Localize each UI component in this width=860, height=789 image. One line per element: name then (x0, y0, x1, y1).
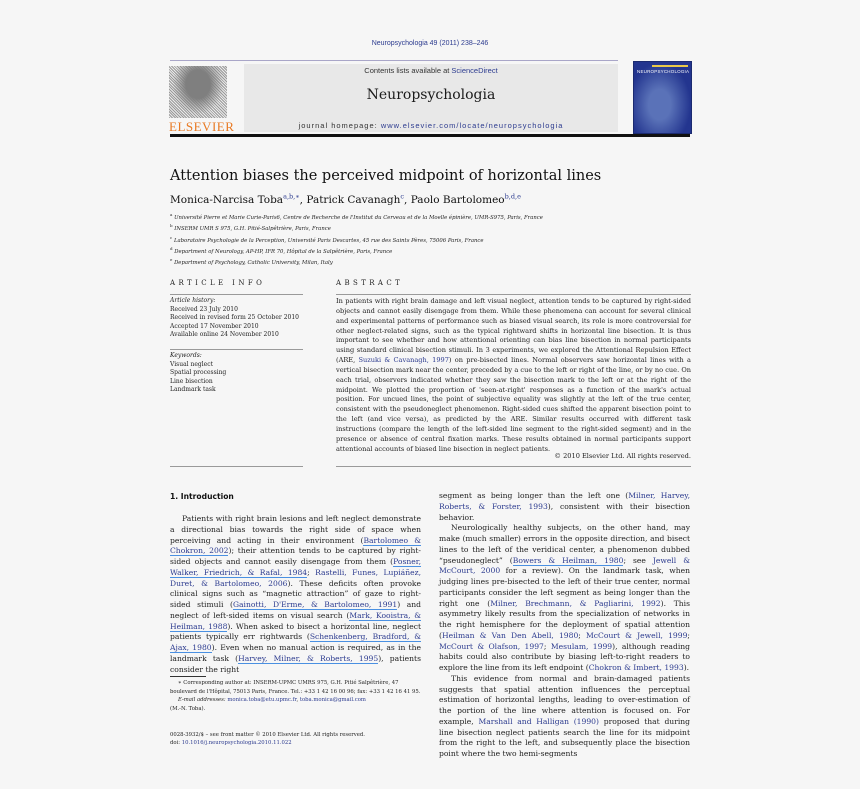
citation-link[interactable]: Bowers & Heilman, 1980 (512, 555, 624, 565)
contents-prefix: Contents lists available at (364, 66, 452, 75)
affiliation: $^b$ INSERM UMR S 975, G.H. Pitié-Salpêtrière, Paris, France (170, 223, 331, 233)
contents-line (244, 66, 618, 75)
abstract-body: In patients with right brain damage and left visual neglect, attention tends to be captured by right-sided objects and cannot easily disengage from them. While these phenomena can account for several clinical and experimental patterns of performance such as biased visual search, its role is more controversial for other neglect-related signs, such as the typical rightward shifts in horizontal line bisection. It is thus important to see whether and how attentional orienting can bias line bisection in normal participants using standard clinical bisection stimuli. In 3 experiments, we explored the Attentional Repulsion Effect (ARE, Suzuki & Cavanagh, 1997) on pre-bisected lines. Normal observers saw horizontal lines with a vertical bisection mark near the center, preceded by a cue to the left or right of the line, or by no cue. On each trial, observers indicated whether they saw the bisection mark to the left or at the right of the midpoint. We plotted the proportion of 'seen-at-right' responses as a function of the mark's actual position. For uncued lines, the point of subjective equality was slightly at the left of the true center, consistent with the pseudoneglect phenomenon. Right-sided cues shifted the apparent bisection point to the left (and vice versa), as predicted by the ARE. Similar results occurred with different task instructions (compare the length of the left-sided line segment to the right-sided segment) and in the presence or absence of central fixation marks. These results obtained in normal participants support attentional accounts of biased line bisection in neglect patients. (336, 297, 691, 453)
divider (170, 349, 303, 350)
intro-column-left (170, 514, 421, 675)
section-heading: 1. Introduction (170, 492, 234, 501)
homepage-label: journal homepage: (298, 121, 381, 130)
journal-title: Neuropsychologia (366, 87, 496, 103)
email-link[interactable]: toba.monica@gmail.com (299, 697, 366, 704)
cover-accent-bar (652, 65, 688, 67)
paragraph: segment as being longer than the left one (Milner, Harvey, Roberts, & Forster, 1993), consistent with their bisection behavior. (439, 491, 690, 522)
citation-link[interactable]: Mark, Kooistra, & Heilman, 1988 (170, 610, 422, 631)
paragraph: Patients with right brain lesions and left neglect demonstrate a directional bias towards the right side of space when perceiving and acting in their environment (Bartolomeo & Chokron, 2002); their attention tends to be captured by right-sided objects and cannot easily disengage from them (Posner, Walker, Friedrich, & Rafal, 1984; Rastelli, Funes, Lupiáñez, Duret, & Bartolomeo, 2006). These deficits often provoke clinical signs such as “magnetic attraction” of gaze to right-sided stimuli (Gainotti, D'Erme, & Bartolomeo, 1991) and neglect of left-sided items on visual search (Mark, Kooistra, & Heilman, 1988). When asked to bisect a horizontal line, neglect patients typically err rightwards (Schenkenberg, Bradford, & Ajax, 1980). Even when no manual action is required, as in the landmark task (Harvey, Milner, & Roberts, 1995), patients consider the right (170, 514, 422, 674)
header-thick-rule (170, 134, 690, 137)
author-list (170, 192, 521, 206)
sciencedirect-link[interactable]: ScienceDirect (451, 66, 498, 75)
email-link[interactable]: monica.toba@etu.upmc.fr (227, 697, 297, 704)
tree-icon (169, 66, 227, 118)
paragraph: This evidence from normal and brain-damaged patients suggests that spatial attention influences the perceptual estimation of horizontal lengths, leading to over-estimation of the portion of the line where attention is focused on. For example, Marshall and Halligan (1990) proposed that during line bisection neglect patients search the line for its midpoint from the right to the left, and subsequently place the bisection point where the two hemi-segments (439, 673, 691, 758)
citation-link[interactable]: Harvey, Milner, & Roberts, 1995 (238, 653, 379, 663)
publisher-name: ELSEVIER (169, 119, 235, 134)
keyword: Visual neglect (170, 360, 213, 368)
footnote-rule (170, 676, 206, 677)
elsevier-logo (169, 66, 235, 134)
header-rule (170, 60, 618, 61)
abstract-heading: ABSTRACT (336, 279, 404, 287)
divider (170, 466, 303, 467)
homepage-link[interactable]: www.elsevier.com/locate/neuropsychologia (380, 121, 564, 130)
keyword: Landmark task (170, 386, 216, 394)
author-affil-link[interactable]: a,b,∗ (283, 192, 300, 200)
article-title: Attention biases the perceived midpoint of horizontal lines (170, 168, 602, 184)
affiliation: $^a$ Université Pierre et Marie Curie-Paris6, Centre de Recherche de l'Institut du Cerveau et de la Moelle épinière, UMR-S975, Paris, France (170, 212, 543, 221)
citation-link[interactable]: Suzuki & Cavanagh, 1997 (358, 356, 449, 365)
affiliation: $^c$ Laboratoire Psychologie de la Perception, Université Paris Descartes, 45 rue des Saints Pères, 75006 Paris, France (170, 234, 484, 244)
keyword: Line bisection (170, 377, 213, 385)
citation-link[interactable]: McCourt & Jewell, 1999 (586, 630, 688, 640)
author-affil-link[interactable]: b,d,e (504, 192, 521, 200)
corresponding-author-footnote: ∗ Corresponding author at: INSERM-UPMC UMRS 975, G.H. Pitié Salpêtrière, 47 boulevard de l'Hôpital, 75013 Paris, France. Tel.: +33 1 42 16 00 96; fax: +33 1 42 16 41 95. E-mail addresses: monica.toba@etu.upmc.fr, toba.monica@gmail.com (M.-N. Toba). (170, 680, 421, 712)
cover-title: NEUROPSYCHOLOGIA (637, 69, 690, 74)
paragraph: Neurologically healthy subjects, on the other hand, may make (much smaller) errors in the opposite direction, and bisect lines to the left of the veridical center, a phenomenon dubbed “pseudoneglect” (Bowers & Heilman, 1980; see Jewell & McCourt, 2000 for a review). On the landmark task, when judging lines pre-bisected to the left of their true center, normal participants consider the left segment as being longer than the right one (Milner, Brechmann, & Pagliarini, 1992). This asymmetry likely results from the specialization of networks in the right hemisphere for the deployment of spatial attention (Heilman & Van Den Abell, 1980; McCourt & Jewell, 1999; McCourt & Olafson, 1997; Mesulam, 1999), although reading habits could also contribute by biasing left-to-right readers to explore the line from its left endpoint (Chokron & Imbert, 1993). (439, 523, 691, 672)
divider (336, 466, 691, 467)
author: Patrick Cavanagh$^c$, (306, 192, 411, 206)
divider (170, 294, 303, 295)
affiliation: $^e$ Department of Psychology, Catholic University, Milan, Italy (170, 257, 333, 267)
citation-link[interactable]: McCourt & Olafson, 1997 (439, 641, 544, 651)
affiliation: $^d$ Department of Neurology, AP-HP, IFR 70, Hôpital de la Salpêtrière, Paris, France (170, 246, 393, 255)
citation-link[interactable]: Chokron & Imbert, 1993 (588, 663, 684, 672)
article-history: Article history: Received 23 July 2010 Received in revised form 25 October 2010 Accepted 17 November 2010 Available online 24 November 2010 (170, 297, 299, 339)
citation-link[interactable]: Milner, Harvey, Roberts, & Forster, 1993 (439, 491, 690, 511)
journal-cover-image (633, 61, 692, 134)
citation-link[interactable]: Rastelli, Funes, Lupiáñez, Duret, & Bartolomeo, 2006 (170, 567, 421, 588)
intro-column-right (439, 491, 690, 760)
article-info-heading: ARTICLE INFO (170, 279, 266, 287)
citation-link[interactable]: Posner, Walker, Friedrich, & Rafal, 1984 (170, 557, 421, 577)
running-head: Neuropsychologia 49 (2011) 238–246 (371, 40, 489, 47)
citation-link[interactable]: Bartolomeo & Chokron, 2002 (170, 535, 421, 556)
keyword: Spatial processing (170, 369, 227, 377)
citation-link[interactable]: Mesulam, 1999 (550, 641, 613, 651)
keywords: Keywords: Visual neglect Spatial processing Line bisection Landmark task (170, 352, 227, 394)
author-affil-link[interactable]: c (400, 192, 405, 200)
divider (336, 294, 691, 295)
citation-link[interactable]: Milner, Brechmann, & Pagliarini, 1992 (490, 598, 661, 608)
doi-link[interactable]: 10.1016/j.neuropsychologia.2010.11.022 (181, 740, 292, 746)
citation-link[interactable]: Marshall and Halligan (1990) (478, 716, 599, 726)
citation-link[interactable]: Jewell & McCourt, 2000 (439, 555, 690, 576)
author: Paolo Bartolomeo$^{b,d,e}$ (410, 192, 521, 206)
affiliations (170, 211, 543, 268)
journal-homepage (244, 121, 618, 130)
citation-link[interactable]: Gainotti, D'Erme, & Bartolomeo, 1991 (232, 600, 398, 609)
citation-link[interactable]: Heilman & Van Den Abell, 1980 (441, 630, 579, 640)
citation-link[interactable]: Schenkenberg, Bradford, & Ajax, 1980 (170, 632, 421, 652)
front-matter: 0028-3932/$ – see front matter © 2010 Elsevier Ltd. All rights reserved. doi: 10.1016/j.neuropsychologia.2010.11.022 (170, 732, 365, 746)
author: Monica-Narcisa Toba$^{a,b,∗}$, (170, 192, 307, 206)
copyright-notice: © 2010 Elsevier Ltd. All rights reserved. (554, 452, 691, 460)
